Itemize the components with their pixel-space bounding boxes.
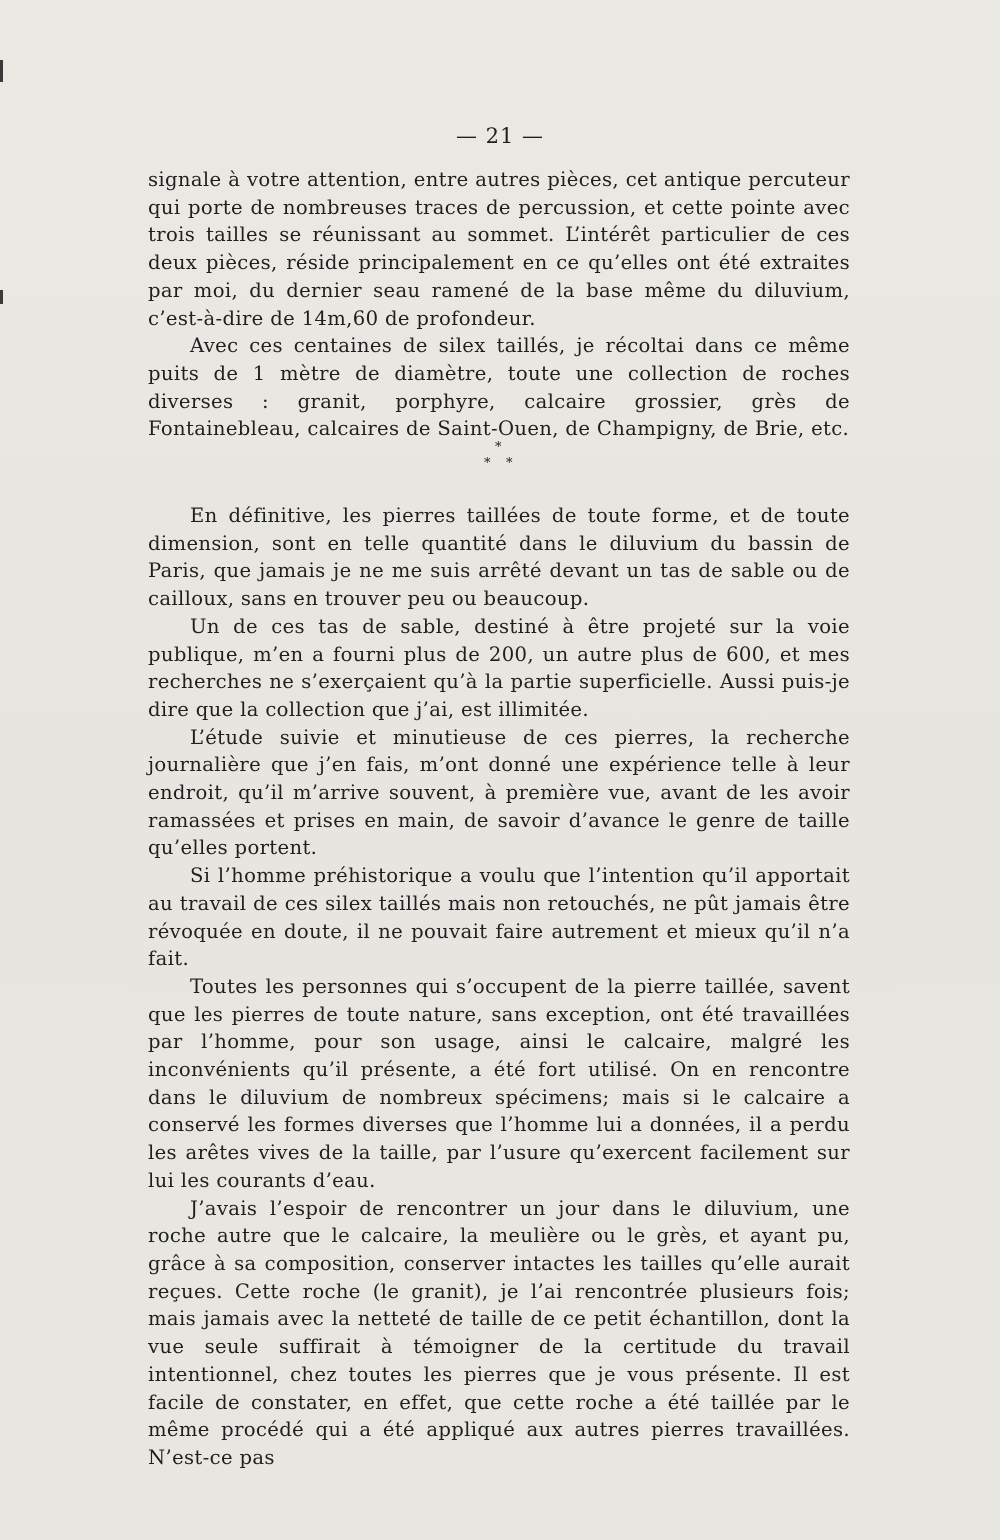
binding-edge-mark xyxy=(0,290,3,304)
asterism-star: * xyxy=(484,456,491,471)
paragraph: L’étude suivie et minutieuse de ces pierres, la recherche journalière que j’en fais, m’ont donné une expérience telle à leur endroit, qu’il m’arrive souvent, à première vue, avant de les avoir ramassées et prises en main, de savoir d’avance le genre de taille qu’elles portent. xyxy=(148,725,850,860)
paragraph: Avec ces centaines de silex taillés, je récoltai dans ce même puits de 1 mètre de diamètre, toute une collection de roches diverses : granit, porphyre, calcaire grossier, grès de Fontainebleau, calcaires de Saint-Ouen, de Champigny, de Brie, etc. xyxy=(148,334,850,441)
paragraph: Un de ces tas de sable, destiné à être projeté sur la voie publique, m’en a fourni plus de 200, un autre plus de 600, et mes recherches ne s’exerçaient qu’à la partie superficielle. Aussi puis-je dire que la collection que j’ai, est illimitée. xyxy=(148,614,850,721)
paragraph: signale à votre attention, entre autres pièces, cet antique percuteur qui porte de nombreuses traces de percussion, et cette pointe avec trois tailles se réunissant au sommet. L’intérêt particulier de ces deux pièces, réside principalement en ce qu’elles ont été extraites par moi, du dernier seau ramené de la base même du diluvium, c’est-à-dire de 14m,60 de profondeur. xyxy=(148,168,850,330)
paragraph: Si l’homme préhistorique a voulu que l’intention qu’il apportait au travail de ces silex taillés mais non retouchés, ne pût jamais être révoquée en doute, il ne pouvait faire autrement et mieux qu’il n’a fait. xyxy=(148,864,850,971)
section-separator-asterism xyxy=(470,441,530,477)
text-block-top xyxy=(148,166,850,443)
paragraph: J’avais l’espoir de rencontrer un jour dans le diluvium, une roche autre que le calcaire, la meulière ou le grès, et ayant pu, grâce à sa composition, conserver intactes les tailles qu’elle aurait reçues. Cette roche (le granit), je l’ai rencontrée plusieurs fois; mais jamais avec la netteté de taille de ce petit échantillon, dont la vue seule suffirait à témoigner de la certitude du travail intentionnel, chez toutes les pierres que je vous présente. Il est facile de constater, en effet, que cette roche a été taillée par le même procédé qui a été appliqué aux autres pierres travaillées. N’est-ce pas xyxy=(148,1196,850,1469)
paragraph: En définitive, les pierres taillées de toute forme, et de toute dimension, sont en telle quantité dans le diluvium du bassin de Paris, que jamais je ne me suis arrêté devant un tas de sable ou de cailloux, sans en trouver peu ou beaucoup. xyxy=(148,504,850,611)
asterism-star: * xyxy=(495,440,502,455)
page-number: — 21 — xyxy=(455,124,545,148)
binding-edge-mark xyxy=(0,60,3,82)
text-block-main xyxy=(148,502,850,1472)
paragraph: Toutes les personnes qui s’occupent de la pierre taillée, savent que les pierres de toute nature, sans exception, ont été travaillées par l’homme, pour son usage, ainsi le calcaire, malgré les inconvénients qu’il présente, a été fort utilisé. On en rencontre dans le diluvium de nombreux spécimens; mais si le calcaire a conservé les formes diverses que l’homme lui a données, il a perdu les arêtes vives de la taille, par l’usure qu’exercent facilement sur lui les courants d’eau. xyxy=(148,974,850,1192)
asterism-star: * xyxy=(506,456,513,471)
